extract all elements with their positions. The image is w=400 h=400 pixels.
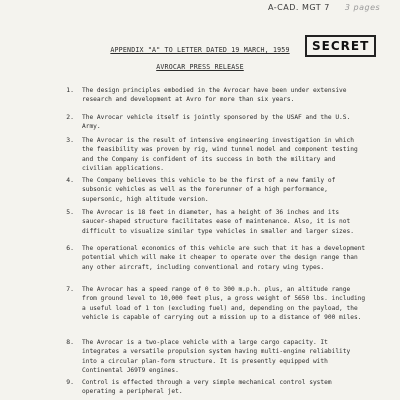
paragraph-text: The Avrocar is the result of intensive engineering investigation in which the feasibility was proven by rig, wind tunnel model and component testing and the Company is confident of its success in both the military and civilian applications. xyxy=(82,137,358,172)
paragraph-text: The Avrocar is a two-place vehicle with a large cargo capacity. It integrates a versatile propulsion system having multi-engine reliability into a circular plan-form structure. It is presently equipped with Continental J69T9 engines. xyxy=(82,339,351,374)
paragraph-text: The Avrocar vehicle itself is jointly sponsored by the USAF and the U.S. Army. xyxy=(82,114,351,131)
paragraph-number: 5. xyxy=(66,208,74,216)
paragraph-number: 9. xyxy=(66,378,74,386)
paragraph-number: 7. xyxy=(66,285,74,293)
paragraph-number: 4. xyxy=(66,176,74,184)
paragraph-text: Control is effected through a very simple mechanical control system operating a peripheral jet. xyxy=(82,379,332,396)
paragraph-number: 8. xyxy=(66,338,74,346)
handwritten-reference: A-CAD. MGT 7 xyxy=(268,3,330,12)
paragraph-text: The design principles embodied in the Avrocar have been under extensive research and development at Avro for more than six years. xyxy=(82,87,347,104)
paragraph-number: 3. xyxy=(66,136,74,144)
document-title: APPENDIX "A" TO LETTER DATED 19 MARCH, 1959 xyxy=(110,46,290,54)
secret-stamp: SECRET xyxy=(305,35,376,57)
paragraph-text: The Avrocar has a speed range of 0 to 300 m.p.h. plus, an altitude range from ground level to 10,000 feet plus, a gross weight of 5650 lbs. including a useful load of 1 ton (excluding fuel) and, depending on the payload, the vehicle is capable of carrying out a mission up to a distance of 900 miles. xyxy=(82,286,366,321)
paragraph-number: 6. xyxy=(66,244,74,252)
handwritten-page-count: 3 pages xyxy=(344,3,381,12)
handwritten-annotation xyxy=(268,3,380,12)
document-subtitle: AVROCAR PRESS RELEASE xyxy=(156,63,244,71)
paragraph-text: The Avrocar is 18 feet in diameter, has a height of 36 inches and its saucer-shaped structure facilitates ease of maintenance. Also, it is not difficult to visualize similar type vehicles in smaller and larger sizes. xyxy=(82,209,354,235)
paragraph-number: 1. xyxy=(66,86,74,94)
paragraph-text: The operational economics of this vehicle are such that it has a development potential which will make it cheaper to operate over the design range than any other aircraft, including conventional and rotary wing types. xyxy=(82,245,366,271)
paragraph-text: The Company believes this vehicle to be the first of a new family of subsonic vehicles as well as the forerunner of a high performance, supersonic, high altitude version. xyxy=(82,177,336,203)
paragraph-number: 2. xyxy=(66,113,74,121)
